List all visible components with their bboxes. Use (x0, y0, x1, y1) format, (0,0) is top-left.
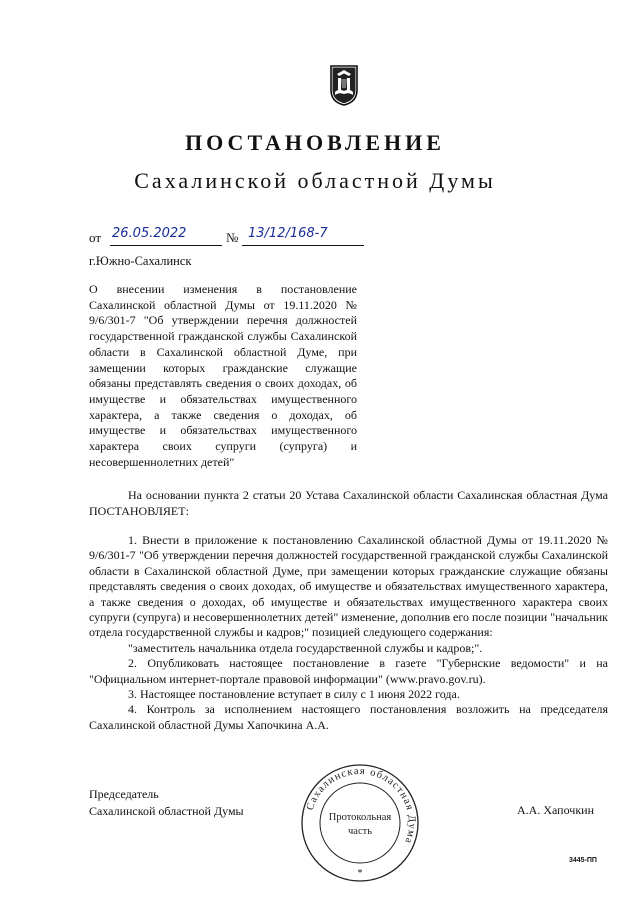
document-issuer: Сахалинской областной Думы (134, 168, 496, 193)
stamp-center-line2: часть (348, 826, 372, 837)
handwritten-date: 26.05.2022 (110, 226, 222, 246)
handwritten-number: 13/12/168-7 (242, 226, 364, 246)
sakhalin-coat-of-arms-icon (329, 64, 359, 106)
stamp-star: * (357, 868, 363, 879)
date-label: от (89, 230, 102, 245)
item-2: 2. Опубликовать настоящее постановление в газете "Губернские ведомости" и на "Официальном интернет-портале правовой информации" (www.pravo.gov.ru). (89, 656, 608, 686)
city: г.Южно-Сахалинск (89, 254, 192, 268)
signer-name: А.А. Хапочкин (517, 803, 594, 817)
item-3: 3. Настоящее постановление вступает в силу с 1 июня 2022 года. (128, 687, 460, 702)
preamble: На основании пункта 2 статьи 20 Устава Сахалинской области Сахалинская областная Дума ПОСТАНОВЛЯЕТ: (89, 488, 608, 518)
item-1-quote: "заместитель начальника отдела государственной службы и кадров;". (128, 640, 483, 655)
stamp-center-line1: Протокольная (328, 812, 392, 823)
number-label: № (226, 230, 239, 245)
resolution-items (89, 533, 608, 733)
document-code: 3445-ПП (569, 857, 597, 864)
signer-title (89, 786, 244, 820)
document-title: ПОСТАНОВЛЕНИЕ (185, 130, 445, 155)
item-1: 1. Внести в приложение к постановлению Сахалинской областной Думы от 19.11.2020 № 9/6/301-7 "Об утверждении перечня должностей государственной гражданской службы Сахалинской области в Сахалинской областной Думе, при замещении которых гражданские служащие обязаны представлять сведения о своих доходах, об имуществе и обязательствах имущественного характера, а также сведения о доходах, об имуществе и обязательствах имущественного характера своих супруги (супруга) и несовершеннолетних детей" изменение, дополнив его после позиции "начальник отдела государственной службы и кадров;" позицией следующего содержания: (89, 533, 608, 640)
signer-title-line1: Председатель (89, 787, 159, 801)
document-subject: О внесении изменения в постановление Сахалинской областной Думы от 19.11.2020 № 9/6/301-7 "Об утверждении перечня должностей государственной гражданской службы Сахалинской области в Сахалинской областной Думе, при замещении которых гражданские служащие обязаны представлять сведения о своих доходах, об имуществе и обязательствах имущественного характера, а также сведения о доходах, об имуществе и обязательствах имущественного характера своих супруги (супруга) и несовершеннолетних детей" (89, 282, 357, 469)
signer-title-line2: Сахалинской областной Думы (89, 804, 244, 818)
stamp-ring-text: Сахалинская областная Дума (304, 765, 418, 846)
official-stamp (300, 763, 420, 883)
item-4: 4. Контроль за исполнением настоящего постановления возложить на председателя Сахалинской областной Думы Хапочкина А.А. (89, 702, 608, 732)
